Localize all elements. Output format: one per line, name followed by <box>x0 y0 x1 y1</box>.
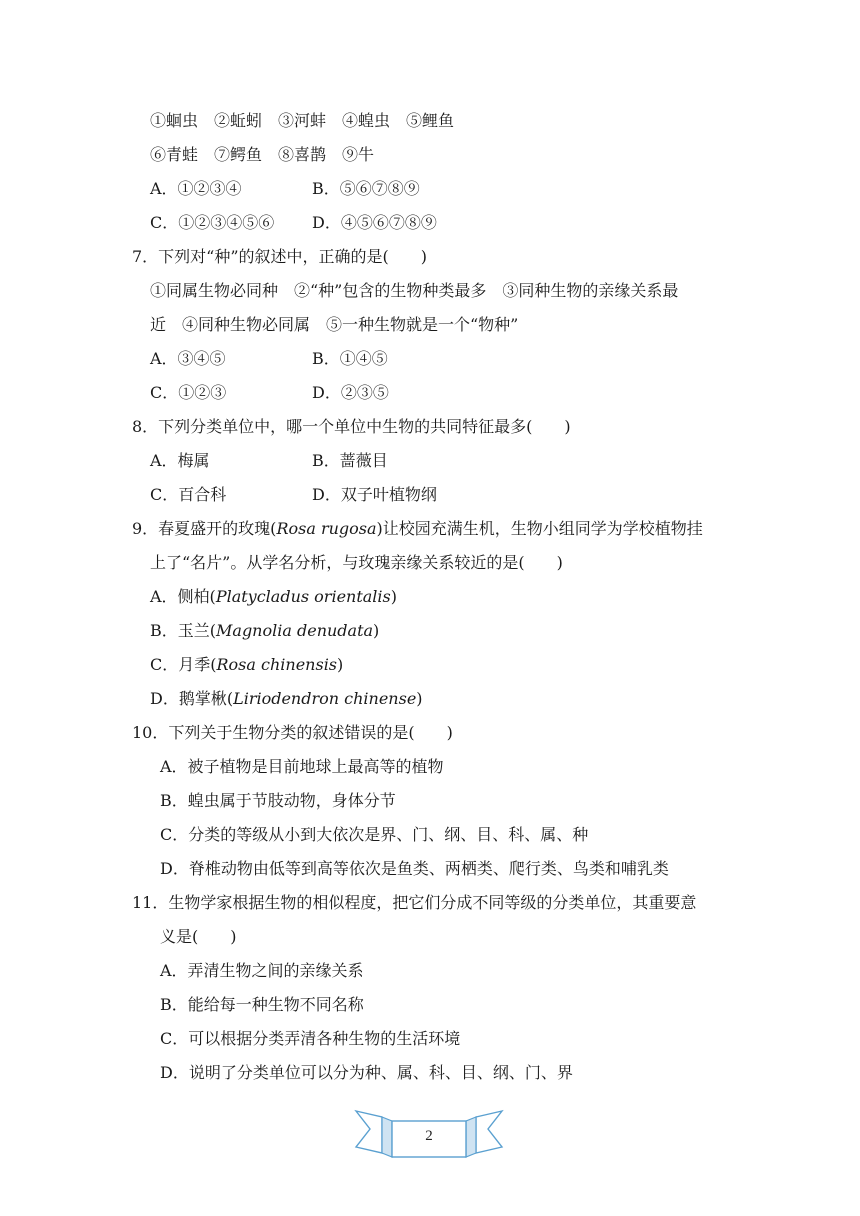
q9-option-a-close: ) <box>390 587 397 606</box>
q10-option-a: A．被子植物是目前地球上最高等的植物 <box>160 757 444 776</box>
q7-items-line1: ①同属生物必同种 ②“种”包含的生物种类最多 ③同种生物的亲缘关系最 <box>150 281 679 300</box>
q7-items-line2: 近 ④同种生物必同属 ⑤一种生物就是一个“物种” <box>150 315 519 334</box>
q9-option-c <box>150 654 343 676</box>
q9-option-a-latin: Platycladus orientalis <box>215 587 391 606</box>
q9-option-b-close: ) <box>373 621 380 640</box>
q10-option-d: D．脊椎动物由低等到高等依次是鱼类、两栖类、爬行类、鸟类和哺乳类 <box>160 859 669 878</box>
q6-option-a: A．①②③④ <box>150 179 242 198</box>
q9-stem-line1 <box>132 518 703 540</box>
q9-stem-post: )让校园充满生机，生物小组同学为学校植物挂 <box>376 519 703 538</box>
q9-option-a-label: A．侧柏( <box>150 587 216 606</box>
q7-option-a: A．③④⑤ <box>150 349 226 368</box>
q9-stem-pre: 9．春夏盛开的玫瑰( <box>132 519 277 538</box>
q9-stem-line2: 上了“名片”。从学名分析，与玫瑰亲缘关系较近的是( ) <box>150 553 563 572</box>
q8-stem: 8．下列分类单位中，哪一个单位中生物的共同特征最多( ) <box>132 417 571 436</box>
q9-option-b-latin: Magnolia denudata <box>216 621 374 640</box>
q10-stem: 10．下列关于生物分类的叙述错误的是( ) <box>132 723 453 742</box>
q10-option-b: B．蝗虫属于节肢动物，身体分节 <box>160 791 396 810</box>
q7-option-d: D．②③⑤ <box>312 383 389 402</box>
q7-stem: 7．下列对“种”的叙述中，正确的是( ) <box>132 247 428 266</box>
q9-option-d-label: D．鹅掌楸( <box>150 689 234 708</box>
q9-option-d <box>150 688 423 710</box>
q11-option-c: C．可以根据分类弄清各种生物的生活环境 <box>160 1029 461 1048</box>
q11-stem-line2: 义是( ) <box>160 927 237 946</box>
q11-option-d: D．说明了分类单位可以分为种、属、科、目、纲、门、界 <box>160 1063 573 1082</box>
q9-latin-rosa-rugosa: Rosa rugosa <box>276 519 377 538</box>
q9-option-c-close: ) <box>337 655 344 674</box>
q9-option-d-close: ) <box>416 689 423 708</box>
q9-option-b-label: B．玉兰( <box>150 621 217 640</box>
q8-option-d: D．双子叶植物纲 <box>312 485 437 504</box>
q7-option-b: B．①④⑤ <box>312 349 388 368</box>
q9-option-c-label: C．月季( <box>150 655 217 674</box>
q9-option-d-latin: Liriodendron chinense <box>233 689 417 708</box>
q8-option-a: A．梅属 <box>150 451 210 470</box>
q9-option-c-latin: Rosa chinensis <box>216 655 338 674</box>
q6-items-line1: ①蛔虫 ②蚯蚓 ③河蚌 ④蝗虫 ⑤鲤鱼 <box>150 111 455 130</box>
q9-option-b <box>150 620 379 642</box>
q10-option-c: C．分类的等级从小到大依次是界、门、纲、目、科、属、种 <box>160 825 589 844</box>
q6-items-line2: ⑥青蛙 ⑦鳄鱼 ⑧喜鹊 ⑨牛 <box>150 145 375 164</box>
q6-option-d: D．④⑤⑥⑦⑧⑨ <box>312 213 437 232</box>
q11-stem-line1: 11．生物学家根据生物的相似程度，把它们分成不同等级的分类单位，其重要意 <box>132 893 697 912</box>
q8-option-b: B．蔷薇目 <box>312 451 388 470</box>
q6-option-b: B．⑤⑥⑦⑧⑨ <box>312 179 420 198</box>
q9-option-a <box>150 586 397 608</box>
page-number: 2 <box>425 1128 433 1144</box>
q11-option-b: B．能给每一种生物不同名称 <box>160 995 364 1014</box>
q8-option-c: C．百合科 <box>150 485 227 504</box>
q6-option-c: C．①②③④⑤⑥ <box>150 213 275 232</box>
q11-option-a: A．弄清生物之间的亲缘关系 <box>160 961 364 980</box>
q7-option-c: C．①②③ <box>150 383 227 402</box>
